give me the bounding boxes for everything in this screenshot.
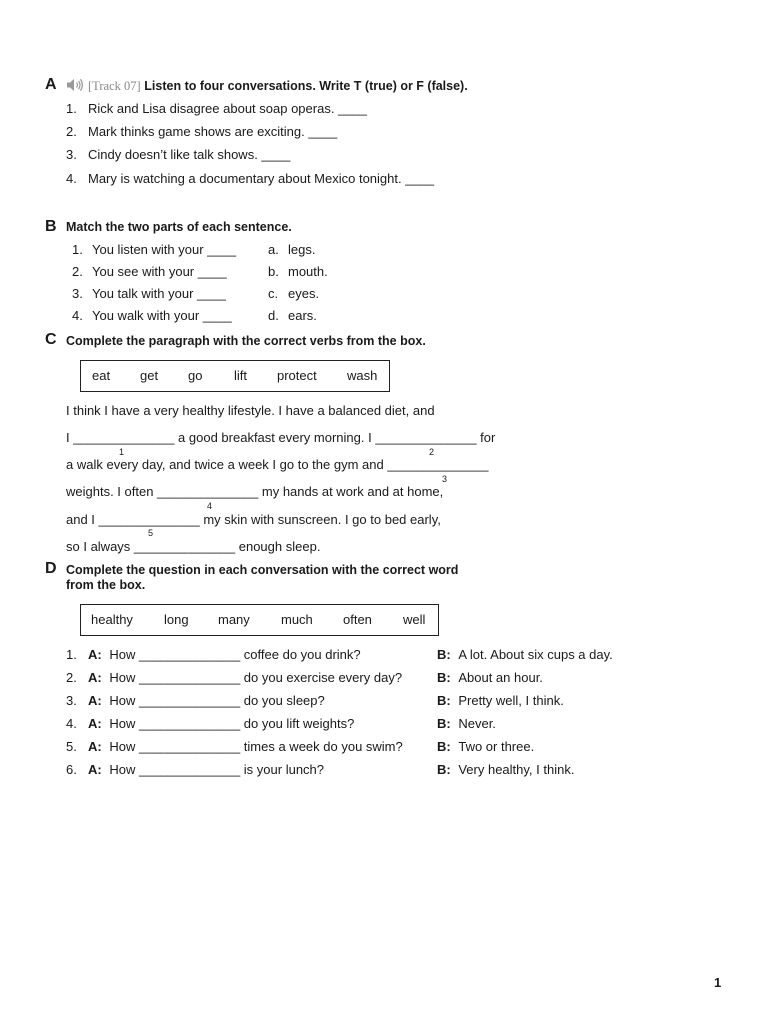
- section-c-instruction: Complete the paragraph with the correct verbs from the box.: [66, 334, 426, 348]
- word-box-item: often: [343, 612, 372, 627]
- blank-number: 4: [207, 501, 213, 511]
- match-left-item: 2. You see with your ____: [72, 264, 227, 279]
- paragraph-line: so I always ______________ enough sleep.: [66, 539, 321, 554]
- paragraph-line: I think I have a very healthy lifestyle. I have a balanced diet, and: [66, 403, 435, 418]
- conversation-answer: B: Two or three.: [437, 739, 535, 754]
- blank-number: 1: [119, 447, 125, 457]
- section-a-heading: [66, 78, 468, 95]
- word-box-item: much: [281, 612, 313, 627]
- list-item: 1. Rick and Lisa disagree about soap operas. ____: [66, 101, 367, 116]
- speaker-icon[interactable]: [66, 78, 84, 95]
- conversation-row: 6. A: How ______________ is your lunch?: [66, 762, 325, 777]
- word-box-item: go: [188, 368, 203, 383]
- section-a-instruction: Listen to four conversations. Write T (true) or F (false).: [144, 79, 468, 93]
- match-right-item: c. eyes.: [268, 286, 320, 301]
- word-box: [80, 604, 439, 636]
- paragraph-line: and I ______________ my skin with sunscreen. I go to bed early,: [66, 512, 441, 527]
- blank-number: 3: [442, 474, 448, 484]
- conversation-row: 4. A: How ______________ do you lift weights?: [66, 716, 355, 731]
- conversation-answer: B: Very healthy, I think.: [437, 762, 575, 777]
- word-box-item: get: [140, 368, 159, 383]
- list-item: 4. Mary is watching a documentary about Mexico tonight. ____: [66, 171, 435, 186]
- section-a-letter: A: [45, 76, 57, 93]
- paragraph-line: a walk every day, and twice a week I go to the gym and ______________: [66, 457, 489, 472]
- section-b-instruction: Match the two parts of each sentence.: [66, 220, 292, 234]
- conversation-answer: B: Never.: [437, 716, 496, 731]
- section-d-instruction: Complete the question in each conversation with the correct word: [66, 563, 459, 577]
- blank-number: 5: [148, 528, 154, 538]
- page-number: 1: [714, 975, 722, 990]
- word-box-item: healthy: [91, 612, 133, 627]
- word-box-item: lift: [234, 368, 247, 383]
- match-left-item: 4. You walk with your ____: [72, 308, 232, 323]
- conversation-row: 1. A: How ______________ coffee do you drink?: [66, 647, 361, 662]
- section-b-letter: B: [45, 218, 57, 235]
- conversation-answer: B: About an hour.: [437, 670, 543, 685]
- list-item: 3. Cindy doesn’t like talk shows. ____: [66, 147, 291, 162]
- word-box-item: long: [164, 612, 189, 627]
- paragraph-line: weights. I often ______________ my hands at work and at home,: [66, 484, 444, 499]
- section-d-instruction-cont: from the box.: [66, 578, 146, 592]
- word-box-item: eat: [92, 368, 111, 383]
- match-left-item: 1. You listen with your ____: [72, 242, 237, 257]
- conversation-answer: B: Pretty well, I think.: [437, 693, 564, 708]
- track-label: [Track 07]: [88, 79, 141, 93]
- match-right-item: d. ears.: [268, 308, 317, 323]
- word-box-item: well: [403, 612, 426, 627]
- match-right-item: b. mouth.: [268, 264, 328, 279]
- section-d-letter: D: [45, 560, 57, 577]
- blank-number: 2: [429, 447, 435, 457]
- conversation-answer: B: A lot. About six cups a day.: [437, 647, 613, 662]
- list-item: 2. Mark thinks game shows are exciting. ____: [66, 124, 338, 139]
- section-c-letter: C: [45, 331, 57, 348]
- word-box-item: wash: [347, 368, 378, 383]
- word-box-item: protect: [277, 368, 317, 383]
- conversation-row: 3. A: How ______________ do you sleep?: [66, 693, 325, 708]
- word-box-item: many: [218, 612, 250, 627]
- conversation-row: 2. A: How ______________ do you exercise every day?: [66, 670, 403, 685]
- word-box: [80, 360, 390, 392]
- paragraph-line: I ______________ a good breakfast every morning. I ______________ for: [66, 430, 496, 445]
- conversation-row: 5. A: How ______________ times a week do you swim?: [66, 739, 403, 754]
- match-right-item: a. legs.: [268, 242, 316, 257]
- match-left-item: 3. You talk with your ____: [72, 286, 226, 301]
